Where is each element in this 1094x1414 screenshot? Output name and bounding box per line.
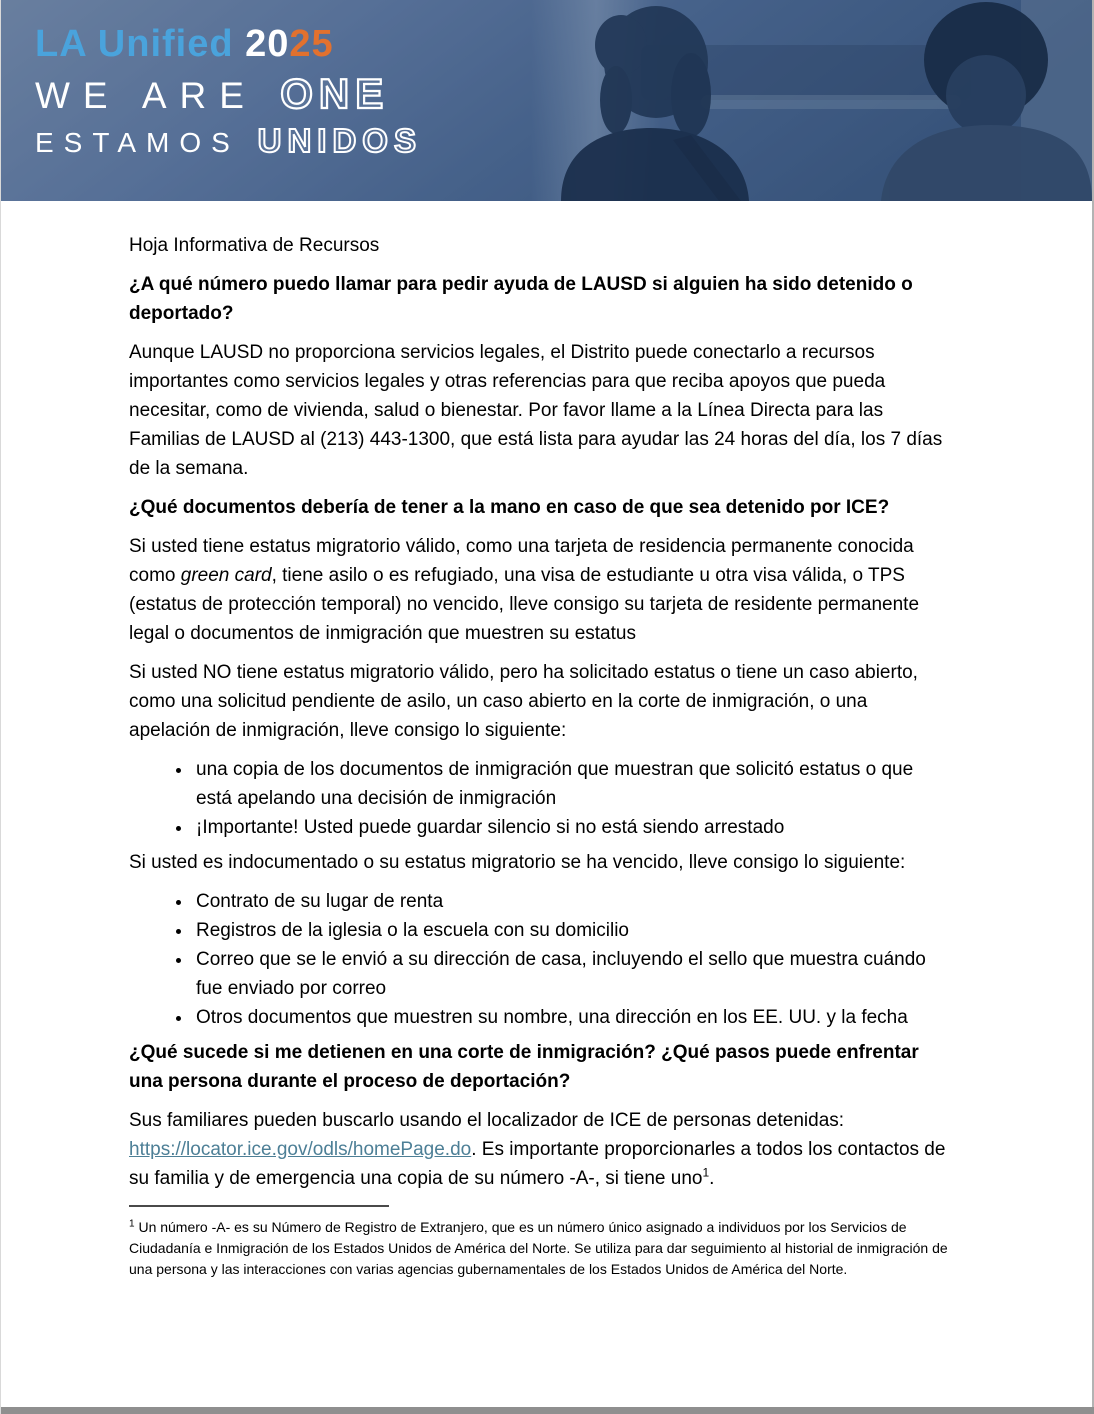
footnote-text xyxy=(129,1217,953,1280)
answer-1: Aunque LAUSD no proporciona servicios legales, el Distrito puede conectarlo a recursos importantes como servicios legales y otras referencias para que reciba apoyos que pueda necesitar, como de vivienda, salud o bienestar. Por favor llame a la Línea Directa para las Familias de LAUSD al (213) 443-1300, que está lista para ayudar las 24 horas del día, los 7 días de la semana. xyxy=(129,342,943,479)
banner-text xyxy=(35,24,422,159)
ice-locator-link[interactable]: https://locator.ice.gov/odls/homePage.do xyxy=(129,1139,472,1160)
list-item: • Contrato de su lugar de renta xyxy=(193,887,953,916)
answer-3-text-1: Sus familiares pueden buscarlo usando el localizador de ICE de personas detenidas: xyxy=(129,1110,845,1131)
banner xyxy=(1,0,1092,201)
footnote-body: Un número -A- es su Número de Registro de Extranjero, que es un número único asignado a individuos por los Servicios de Ciudadanía e Inmigración de los Estados Unidos de América del Norte. Se utiliza para dar seguimiento al historial de inmigración de una persona y las interacciones con varias agencias gubernamentales de los Estados Unidos de América del Norte. xyxy=(129,1219,948,1277)
question-3: ¿Qué sucede si me detienen en una corte de inmigración? ¿Qué pasos puede enfrentar una persona durante el proceso de deportación? xyxy=(129,1042,919,1092)
answer-2-text-2: , tiene asilo o es refugiado, una visa de estudiante u otra visa válida, o TPS (estatus de protección temporal) no vencido, lleve consigo su tarjeta de residente permanente legal o documentos de inmigración que muestren su estatus xyxy=(129,565,920,644)
page-bottom-shadow xyxy=(1,1407,1094,1414)
tagline-we-are: WE ARE xyxy=(35,74,281,116)
answer-2-no-status: Si usted NO tiene estatus migratorio válido, pero ha solicitado estatus o tiene un caso abierto, como una solicitud pendiente de asilo, un caso abierto en la corte de inmigración, o una apelación de inmigración, lleve consigo lo siguiente: xyxy=(129,662,918,741)
tagline-unidos: UNIDOS xyxy=(257,121,422,159)
tagline-estamos: ESTAMOS xyxy=(35,126,258,158)
tagline-english xyxy=(35,69,422,117)
brand-year-20: 20 xyxy=(245,23,290,65)
footnote-divider xyxy=(129,1205,389,1207)
brand-line xyxy=(35,24,422,66)
green-card-italic: green card xyxy=(180,565,272,586)
list-item: • Otros documentos que muestren su nombre, una dirección en los EE. UU. y la fecha xyxy=(193,1003,953,1032)
footnote-number: 1 xyxy=(129,1218,135,1230)
tagline-one: ONE xyxy=(280,69,390,117)
answer-3-period: . xyxy=(709,1168,715,1189)
answer-2-text-1: Si usted tiene estatus migratorio válido, como una tarjeta de residencia permanente conocida como xyxy=(129,536,914,586)
answer-3-text-2: . Es importante proporcionarles a todos los contactos de su familia y de emergencia una copia de su número -A-, si tiene uno xyxy=(129,1139,946,1189)
footnote-section xyxy=(129,1205,953,1280)
answer-2-undocumented: Si usted es indocumentado o su estatus migratorio se ha vencido, lleve consigo lo siguiente: xyxy=(129,852,906,873)
list-item: • una copia de los documentos de inmigración que muestran que solicitó estatus o que está apelando una decisión de inmigración xyxy=(193,755,953,813)
question-2: ¿Qué documentos debería de tener a la mano en caso de que sea detenido por ICE? xyxy=(129,497,890,518)
answer-2-valid-status xyxy=(129,532,953,648)
document-body xyxy=(1,201,1092,1280)
footnote-reference: 1 xyxy=(702,1165,710,1180)
question-1: ¿A qué número puedo llamar para pedir ayuda de LAUSD si alguien ha sido detenido o deportado? xyxy=(129,274,913,324)
answer-3 xyxy=(129,1106,953,1193)
brand-year-25: 25 xyxy=(289,23,334,65)
documents-list-pending-case xyxy=(129,755,953,842)
doc-title: Hoja Informativa de Recursos xyxy=(129,235,380,256)
tagline-spanish xyxy=(35,121,422,159)
list-item: • Correo que se le envió a su dirección de casa, incluyendo el sello que muestra cuándo fue enviado por correo xyxy=(193,945,953,1003)
brand-la-unified: LA Unified xyxy=(35,23,246,65)
list-item: • ¡Importante! Usted puede guardar silencio si no está siendo arrestado xyxy=(193,813,953,842)
documents-list-undocumented xyxy=(129,887,953,1032)
list-item: • Registros de la iglesia o la escuela con su domicilio xyxy=(193,916,953,945)
